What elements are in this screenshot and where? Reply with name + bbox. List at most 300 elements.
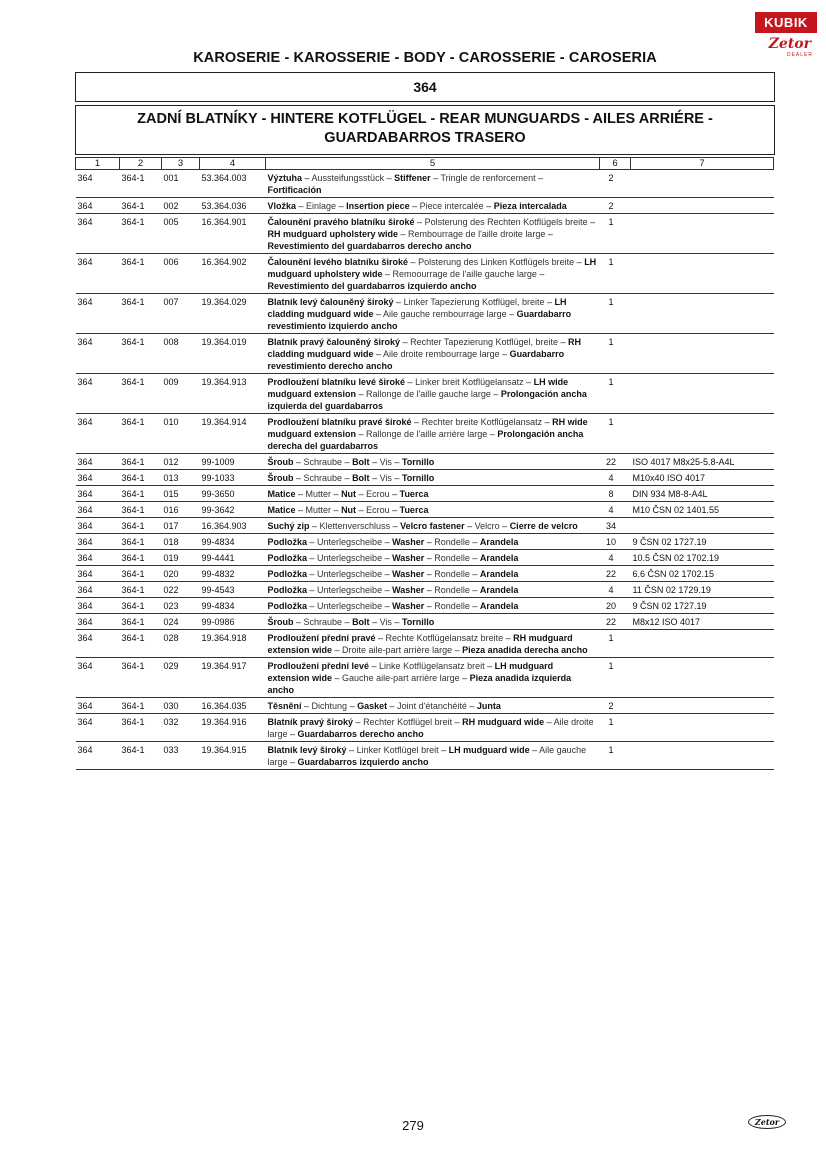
description-cz: Podložka — [267, 553, 308, 563]
description-es: Guardabarro revestimiento izquierdo ancho — [267, 309, 572, 331]
col-header: 7 — [631, 158, 774, 170]
figure-cell: 364-1 — [120, 614, 162, 630]
note-cell: 6.6 ČSN 02 1702.15 — [631, 566, 774, 582]
figure-cell: 364-1 — [120, 698, 162, 714]
position-cell: 028 — [162, 630, 200, 658]
table-row — [76, 294, 774, 334]
table-row — [76, 630, 774, 658]
description-es: Pieza anadida izquierda ancho — [267, 673, 572, 695]
description-de: Rechter breite Kotflügelansatz — [421, 417, 543, 427]
table-row — [76, 550, 774, 566]
quantity-cell: 1 — [600, 630, 631, 658]
group-cell: 364 — [76, 714, 120, 742]
table-row — [76, 254, 774, 294]
figure-cell: 364-1 — [120, 598, 162, 614]
note-cell: M8x12 ISO 4017 — [631, 614, 774, 630]
description-de: Unterlegscheibe — [317, 585, 383, 595]
description-fr: Aile droite large — [267, 717, 594, 739]
description-en: RH cladding mudguard wide — [267, 337, 582, 359]
description-de: Aussteifungsstück — [311, 173, 385, 183]
col-header: 5 — [266, 158, 600, 170]
description-es: Guardabarros izquierdo ancho — [297, 757, 429, 767]
description-cell: Šroub – Schraube – Bolt – Vis – Tornillo — [266, 614, 600, 630]
description-cell: Čalounění pravého blatníku široké – Polsterung des Rechten Kotflügels breite – RH mudguard upholstery wide – Rembourrage de l'aille droite large – Revestimiento del guardabarros derecho ancho — [266, 214, 600, 254]
description-en: Bolt — [352, 617, 370, 627]
description-en: Washer — [392, 601, 425, 611]
description-fr: Joint d'étanchéité — [397, 701, 467, 711]
table-row — [76, 614, 774, 630]
figure-cell: 364-1 — [120, 334, 162, 374]
quantity-cell: 1 — [600, 214, 631, 254]
quantity-cell: 1 — [600, 334, 631, 374]
group-cell: 364 — [76, 550, 120, 566]
description-cell: Blatník levý čalouněný široký – Linker Tapezierung Kotflügel, breite – LH cladding mudguard wide – Aile gauche rembourrage large – Guardabarro revestimiento izquierdo ancho — [266, 294, 600, 334]
table-row — [76, 598, 774, 614]
position-cell: 024 — [162, 614, 200, 630]
position-cell: 029 — [162, 658, 200, 698]
description-cell: Podložka – Unterlegscheibe – Washer – Rondelle – Arandela — [266, 582, 600, 598]
part-number-cell: 19.364.914 — [200, 414, 266, 454]
table-row — [76, 198, 774, 214]
table-row — [76, 742, 774, 770]
table-row — [76, 582, 774, 598]
position-cell: 032 — [162, 714, 200, 742]
quantity-cell: 4 — [600, 470, 631, 486]
description-fr: Remoourrage de l'aille gauche large — [392, 269, 537, 279]
part-number-cell: 19.364.019 — [200, 334, 266, 374]
description-cz: Prodloužení blatníku pravé široké — [267, 417, 412, 427]
description-fr: Vis — [379, 473, 392, 483]
figure-cell: 364-1 — [120, 658, 162, 698]
position-cell: 008 — [162, 334, 200, 374]
description-es: Tornillo — [401, 473, 435, 483]
table-row — [76, 714, 774, 742]
description-de: Polsterung des Rechten Kotflügels breite — [424, 217, 588, 227]
figure-cell: 364-1 — [120, 518, 162, 534]
part-number-cell: 16.364.903 — [200, 518, 266, 534]
part-number-cell: 99-4834 — [200, 534, 266, 550]
table-row — [76, 214, 774, 254]
description-en: Stiffener — [394, 173, 431, 183]
group-cell: 364 — [76, 214, 120, 254]
description-de: Schraube — [303, 457, 343, 467]
figure-cell: 364-1 — [120, 566, 162, 582]
note-cell: 10.5 ČSN 02 1702.19 — [631, 550, 774, 566]
description-fr: Ecrou — [366, 489, 390, 499]
description-cz: Prodloužení přední levé — [267, 661, 370, 671]
position-cell: 030 — [162, 698, 200, 714]
logo-sub-brand: Zetor — [768, 36, 811, 52]
description-es: Arandela — [479, 569, 519, 579]
note-cell — [631, 414, 774, 454]
description-es: Arandela — [479, 553, 519, 563]
part-number-cell: 99-1009 — [200, 454, 266, 470]
part-number-cell: 99-1033 — [200, 470, 266, 486]
figure-cell: 364-1 — [120, 742, 162, 770]
description-cell: Prodloužení blatníku pravé široké – Rechter breite Kotflügelansatz – RH wide mudguard extension – Rallonge de l'aille arrière large – Prolongación ancha derecha del guardabarros — [266, 414, 600, 454]
description-cz: Blatník levý široký — [267, 745, 347, 755]
description-fr: Aile gauche rembourrage large — [383, 309, 507, 319]
description-cz: Matice — [267, 489, 296, 499]
table-row — [76, 534, 774, 550]
quantity-cell: 4 — [600, 502, 631, 518]
description-en: Gasket — [357, 701, 388, 711]
description-es: Arandela — [479, 537, 519, 547]
group-cell: 364 — [76, 658, 120, 698]
description-en: Nut — [341, 505, 357, 515]
description-cell: Vložka – Einlage – Insertion piece – Piece intercalée – Pieza intercalada — [266, 198, 600, 214]
description-de: Linke Kotflügelansatz breit — [379, 661, 485, 671]
description-fr: Rondelle — [434, 537, 470, 547]
description-en: Washer — [392, 537, 425, 547]
group-cell: 364 — [76, 486, 120, 502]
description-es: Pieza anadida derecha ancho — [462, 645, 588, 655]
quantity-cell: 34 — [600, 518, 631, 534]
position-cell: 015 — [162, 486, 200, 502]
note-cell — [631, 198, 774, 214]
part-number-cell: 19.364.913 — [200, 374, 266, 414]
description-en: Bolt — [352, 473, 370, 483]
part-number-cell: 99-4441 — [200, 550, 266, 566]
part-number-cell: 53.364.036 — [200, 198, 266, 214]
note-cell — [631, 518, 774, 534]
position-cell: 010 — [162, 414, 200, 454]
part-number-cell: 99-4832 — [200, 566, 266, 582]
figure-cell: 364-1 — [120, 414, 162, 454]
description-fr: Aile gauche large — [267, 745, 587, 767]
quantity-cell: 1 — [600, 414, 631, 454]
part-number-cell: 53.364.003 — [200, 170, 266, 198]
table-row — [76, 374, 774, 414]
description-cz: Šroub — [267, 473, 294, 483]
description-en: LH mudguard wide — [448, 745, 530, 755]
description-de: Schraube — [303, 473, 343, 483]
description-es: Prolongación ancha derecha del guardabarros — [267, 429, 584, 451]
group-cell: 364 — [76, 294, 120, 334]
description-fr: Rallonge de l'aille gauche large — [366, 389, 491, 399]
figure-cell: 364-1 — [120, 454, 162, 470]
part-number-cell: 99-4543 — [200, 582, 266, 598]
quantity-cell: 1 — [600, 658, 631, 698]
part-number-cell: 19.364.916 — [200, 714, 266, 742]
description-fr: Droite aile-part arrière large — [342, 645, 453, 655]
part-number-cell: 16.364.035 — [200, 698, 266, 714]
group-cell: 364 — [76, 630, 120, 658]
note-cell — [631, 214, 774, 254]
col-header: 2 — [120, 158, 162, 170]
description-de: Rechte Kotflügelansatz breite — [385, 633, 504, 643]
description-cz: Podložka — [267, 537, 308, 547]
description-es: Cierre de velcro — [509, 521, 578, 531]
description-fr: Rondelle — [434, 553, 470, 563]
group-cell: 364 — [76, 374, 120, 414]
table-row — [76, 170, 774, 198]
description-de: Rechter Kotflügel breit — [363, 717, 453, 727]
description-es: Tornillo — [401, 457, 435, 467]
figure-cell: 364-1 — [120, 198, 162, 214]
part-number-cell: 99-4834 — [200, 598, 266, 614]
group-cell: 364 — [76, 454, 120, 470]
quantity-cell: 10 — [600, 534, 631, 550]
description-fr: Rondelle — [434, 569, 470, 579]
description-fr: Rondelle — [434, 601, 470, 611]
note-cell — [631, 658, 774, 698]
quantity-cell: 22 — [600, 566, 631, 582]
figure-cell: 364-1 — [120, 214, 162, 254]
figure-cell: 364-1 — [120, 582, 162, 598]
description-es: Pieza intercalada — [493, 201, 567, 211]
position-cell: 006 — [162, 254, 200, 294]
description-en: LH wide mudguard extension — [267, 377, 569, 399]
description-en: LH mudguard extension wide — [267, 661, 554, 683]
description-cz: Šroub — [267, 617, 294, 627]
description-cell: Čalounění levého blatníku široké – Polsterung des Linken Kotflügels breite – LH mudguard upholstery wide – Remoourrage de l'aille gauche large – Revestimiento del guardabarros izquierdo ancho — [266, 254, 600, 294]
description-fr: Piece intercalée — [419, 201, 484, 211]
quantity-cell: 1 — [600, 742, 631, 770]
figure-cell: 364-1 — [120, 502, 162, 518]
figure-cell: 364-1 — [120, 714, 162, 742]
description-cz: Podložka — [267, 585, 308, 595]
group-cell: 364 — [76, 414, 120, 454]
note-cell — [631, 374, 774, 414]
figure-cell: 364-1 — [120, 470, 162, 486]
figure-cell: 364-1 — [120, 630, 162, 658]
table-row — [76, 698, 774, 714]
description-cell: Šroub – Schraube – Bolt – Vis – Tornillo — [266, 454, 600, 470]
description-fr: Gauche aile-part arrière large — [342, 673, 460, 683]
part-number-cell: 99-0986 — [200, 614, 266, 630]
description-cz: Blatník levý čalouněný široký — [267, 297, 394, 307]
quantity-cell: 2 — [600, 698, 631, 714]
description-fr: Aile droite rembourrage large — [383, 349, 500, 359]
description-en: LH cladding mudguard wide — [267, 297, 567, 319]
col-header: 4 — [200, 158, 266, 170]
note-cell — [631, 334, 774, 374]
position-cell: 020 — [162, 566, 200, 582]
description-de: Linker Tapezierung Kotflügel, breite — [403, 297, 545, 307]
description-de: Unterlegscheibe — [317, 553, 383, 563]
description-es: Fortificación — [267, 185, 322, 195]
note-cell: DIN 934 M8-8-A4L — [631, 486, 774, 502]
group-number: 364 — [75, 72, 775, 102]
note-cell — [631, 698, 774, 714]
description-cell: Těsnění – Dichtung – Gasket – Joint d'étanchéité – Junta — [266, 698, 600, 714]
position-cell: 023 — [162, 598, 200, 614]
description-fr: Rallonge de l'aille arrière large — [366, 429, 488, 439]
description-en: LH mudguard upholstery wide — [267, 257, 597, 279]
description-de: Linker Kotflügel breit — [356, 745, 439, 755]
position-cell: 018 — [162, 534, 200, 550]
description-de: Linker breit Kotflügelansatz — [415, 377, 524, 387]
col-header: 6 — [600, 158, 631, 170]
section-title: KAROSERIE - KAROSSERIE - BODY - CAROSSERIE - CAROSERIA — [193, 50, 657, 66]
group-cell: 364 — [76, 566, 120, 582]
group-title: ZADNÍ BLATNÍKY - HINTERE KOTFLÜGEL - REAR MUNGUARDS - AILES ARRIÉRE - GUARDABARROS TRASERO — [75, 105, 775, 155]
part-number-cell: 16.364.901 — [200, 214, 266, 254]
group-cell: 364 — [76, 598, 120, 614]
quantity-cell: 22 — [600, 614, 631, 630]
note-cell — [631, 714, 774, 742]
note-cell — [631, 742, 774, 770]
position-cell: 005 — [162, 214, 200, 254]
group-cell: 364 — [76, 334, 120, 374]
description-cz: Podložka — [267, 569, 308, 579]
description-en: Bolt — [352, 457, 370, 467]
description-cz: Šroub — [267, 457, 294, 467]
quantity-cell: 22 — [600, 454, 631, 470]
page-number: 279 — [402, 1118, 424, 1133]
description-es: Guardabarro revestimiento derecho ancho — [267, 349, 565, 371]
description-cell: Prodloužení přední pravé – Rechte Kotflügelansatz breite – RH mudguard extension wide – Droite aile-part arrière large – Pieza anadida derecha ancho — [266, 630, 600, 658]
description-en: Insertion piece — [346, 201, 410, 211]
table-row — [76, 454, 774, 470]
table-row — [76, 502, 774, 518]
description-cell: Blatník pravý široký – Rechter Kotflügel breit – RH mudguard wide – Aile droite large – Guardabarros derecho ancho — [266, 714, 600, 742]
position-cell: 001 — [162, 170, 200, 198]
description-cz: Blatník pravý široký — [267, 717, 354, 727]
part-number-cell: 19.364.917 — [200, 658, 266, 698]
part-number-cell: 19.364.918 — [200, 630, 266, 658]
description-en: RH mudguard upholstery wide — [267, 229, 399, 239]
description-cell: Výztuha – Aussteifungsstück – Stiffener – Tringle de renforcement – Fortificación — [266, 170, 600, 198]
description-de: Unterlegscheibe — [317, 569, 383, 579]
description-de: Rechter Tapezierung Kotflügel, breite — [410, 337, 559, 347]
note-cell — [631, 170, 774, 198]
table-header — [76, 158, 774, 170]
description-cz: Podložka — [267, 601, 308, 611]
description-de: Klettenverschluss — [319, 521, 391, 531]
description-cz: Suchý zip — [267, 521, 310, 531]
note-cell — [631, 630, 774, 658]
group-cell: 364 — [76, 534, 120, 550]
note-cell: M10x40 ISO 4017 — [631, 470, 774, 486]
figure-cell: 364-1 — [120, 254, 162, 294]
figure-cell: 364-1 — [120, 170, 162, 198]
group-cell: 364 — [76, 698, 120, 714]
table-row — [76, 486, 774, 502]
description-fr: Vis — [379, 617, 392, 627]
part-number-cell: 99-3642 — [200, 502, 266, 518]
description-en: Velcro fastener — [400, 521, 465, 531]
quantity-cell: 1 — [600, 714, 631, 742]
description-en: RH wide mudguard extension — [267, 417, 588, 439]
description-de: Dichtung — [311, 701, 348, 711]
quantity-cell: 2 — [600, 198, 631, 214]
part-number-cell: 19.364.029 — [200, 294, 266, 334]
description-en: RH mudguard wide — [462, 717, 545, 727]
parts-table — [75, 157, 774, 770]
description-de: Mutter — [305, 505, 332, 515]
note-cell: ISO 4017 M8x25-5.8-A4L — [631, 454, 774, 470]
description-fr: Rembourrage de l'aille droite large — [408, 229, 546, 239]
note-cell: M10 ČSN 02 1401.55 — [631, 502, 774, 518]
description-cell: Prodloužení přední levé – Linke Kotflügelansatz breit – LH mudguard extension wide – Gauche aile-part arrière large – Pieza anadida izquierda ancho — [266, 658, 600, 698]
description-de: Unterlegscheibe — [317, 601, 383, 611]
quantity-cell: 1 — [600, 374, 631, 414]
note-cell: 9 ČSN 02 1727.19 — [631, 534, 774, 550]
description-fr: Ecrou — [366, 505, 390, 515]
table-row — [76, 658, 774, 698]
description-de: Mutter — [305, 489, 332, 499]
description-cz: Těsnění — [267, 701, 302, 711]
figure-cell: 364-1 — [120, 486, 162, 502]
footer-zetor-logo: Zetor — [748, 1115, 786, 1129]
description-fr: Rondelle — [434, 585, 470, 595]
group-cell: 364 — [76, 742, 120, 770]
position-cell: 007 — [162, 294, 200, 334]
description-fr: Tringle de renforcement — [440, 173, 536, 183]
part-number-cell: 19.364.915 — [200, 742, 266, 770]
description-cz: Matice — [267, 505, 296, 515]
note-cell: 11 ČSN 02 1729.19 — [631, 582, 774, 598]
description-es: Tuerca — [399, 489, 429, 499]
description-cz: Čalounění levého blatníku široké — [267, 257, 409, 267]
description-es: Arandela — [479, 585, 519, 595]
description-cell: Matice – Mutter – Nut – Ecrou – Tuerca — [266, 486, 600, 502]
quantity-cell: 2 — [600, 170, 631, 198]
part-number-cell: 16.364.902 — [200, 254, 266, 294]
parts-table-body — [76, 170, 774, 770]
description-cz: Blatník pravý čalouněný široký — [267, 337, 401, 347]
group-cell: 364 — [76, 198, 120, 214]
quantity-cell: 1 — [600, 254, 631, 294]
description-cell: Blatník pravý čalouněný široký – Rechter Tapezierung Kotflügel, breite – RH cladding mudguard wide – Aile droite rembourrage large – Guardabarro revestimiento derecho ancho — [266, 334, 600, 374]
group-cell: 364 — [76, 502, 120, 518]
description-de: Einlage — [306, 201, 337, 211]
description-en: Washer — [392, 569, 425, 579]
position-cell: 009 — [162, 374, 200, 414]
description-en: Washer — [392, 553, 425, 563]
group-cell: 364 — [76, 254, 120, 294]
description-es: Junta — [476, 701, 501, 711]
position-cell: 002 — [162, 198, 200, 214]
table-row — [76, 518, 774, 534]
note-cell — [631, 294, 774, 334]
quantity-cell: 4 — [600, 550, 631, 566]
description-es: Arandela — [479, 601, 519, 611]
description-cz: Čalounění pravého blatníku široké — [267, 217, 415, 227]
description-es: Prolongación ancha izquierda del guardabarros — [267, 389, 587, 411]
description-es: Guardabarros derecho ancho — [297, 729, 424, 739]
description-cell: Suchý zip – Klettenverschluss – Velcro fastener – Velcro – Cierre de velcro — [266, 518, 600, 534]
group-cell: 364 — [76, 470, 120, 486]
note-cell — [631, 254, 774, 294]
group-cell: 364 — [76, 170, 120, 198]
description-de: Schraube — [303, 617, 343, 627]
description-cell: Blatník levý široký – Linker Kotflügel breit – LH mudguard wide – Aile gauche large – Guardabarros izquierdo ancho — [266, 742, 600, 770]
description-fr: Vis — [379, 457, 392, 467]
description-cz: Prodloužení blatníku levé široké — [267, 377, 406, 387]
quantity-cell: 8 — [600, 486, 631, 502]
description-de: Polsterung des Linken Kotflügels breite — [418, 257, 575, 267]
quantity-cell: 4 — [600, 582, 631, 598]
description-es: Tornillo — [401, 617, 435, 627]
figure-cell: 364-1 — [120, 374, 162, 414]
figure-cell: 364-1 — [120, 550, 162, 566]
group-cell: 364 — [76, 518, 120, 534]
description-cell: Podložka – Unterlegscheibe – Washer – Rondelle – Arandela — [266, 534, 600, 550]
description-es: Tuerca — [399, 505, 429, 515]
description-cz: Prodloužení přední pravé — [267, 633, 376, 643]
position-cell: 016 — [162, 502, 200, 518]
description-cell: Podložka – Unterlegscheibe – Washer – Rondelle – Arandela — [266, 550, 600, 566]
logo-tag: DEALER — [786, 52, 813, 58]
table-row — [76, 414, 774, 454]
description-en: RH mudguard extension wide — [267, 633, 573, 655]
table-row — [76, 566, 774, 582]
col-header: 1 — [76, 158, 120, 170]
description-cell: Šroub – Schraube – Bolt – Vis – Tornillo — [266, 470, 600, 486]
